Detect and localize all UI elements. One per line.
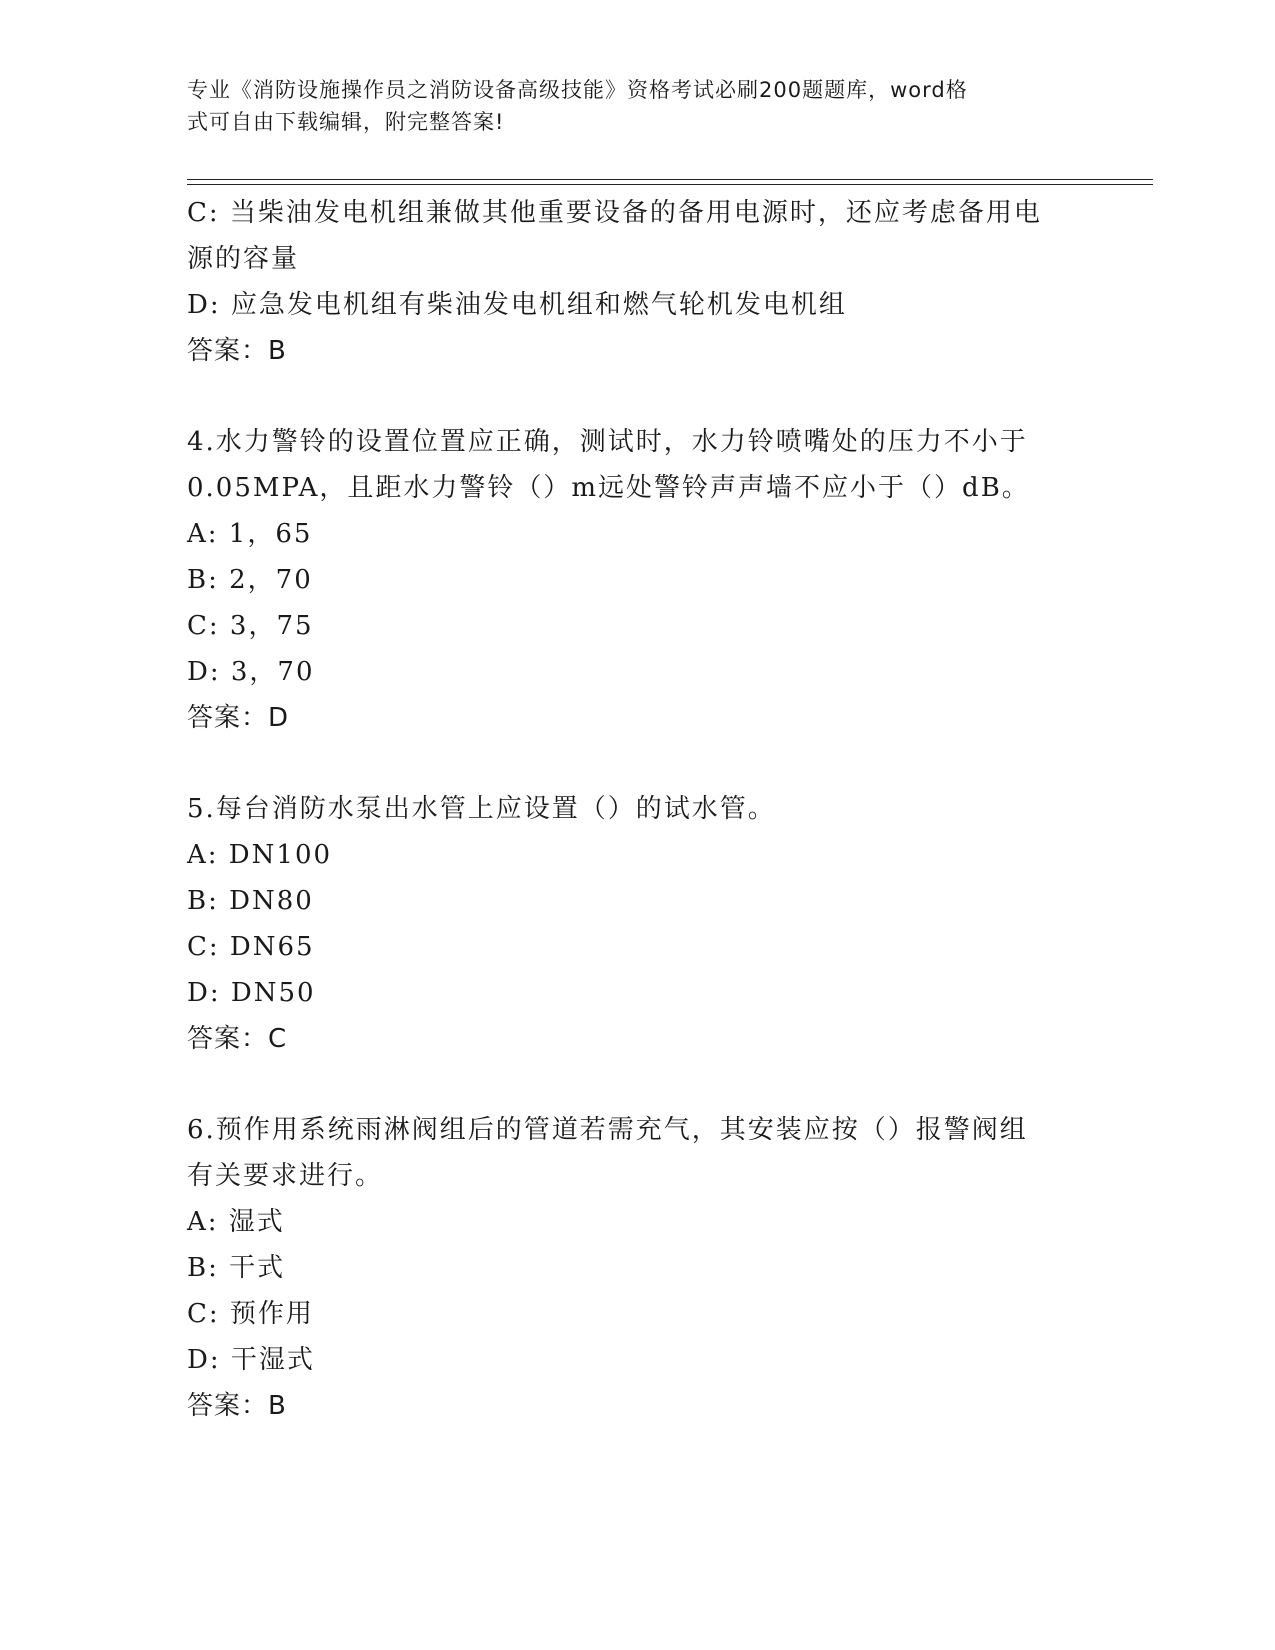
answer: 答案：B [187,336,287,366]
option-c: C: 当柴油发电机组兼做其他重要设备的备用电源时，还应考虑备用电 [187,198,1042,228]
question-stem-continued: 有关要求进行。 [187,1161,384,1191]
question-stem: 4.水力警铃的设置位置应正确，测试时，水力铃喷嘴处的压力不小于 [187,427,1028,457]
option-a: A: DN100 [187,840,333,870]
option-b: B: 干式 [187,1253,286,1283]
answer: 答案：D [187,703,290,733]
option-d: D: 干湿式 [187,1345,315,1375]
option-d: D: 应急发电机组有柴油发电机组和燃气轮机发电机组 [187,290,847,320]
header-divider-bottom [187,184,1153,185]
option-d: D: 3，70 [187,657,315,687]
option-c-continued: 源的容量 [187,244,300,274]
question-6 [187,1107,1087,1429]
option-b: B: DN80 [187,886,314,916]
header-divider-top [187,179,1153,180]
option-b: B: 2，70 [187,565,313,595]
prev-question-block [187,190,1087,374]
option-a: A: 1，65 [187,519,313,549]
question-stem: 6.预作用系统雨淋阀组后的管道若需充气，其安装应按（）报警阀组 [187,1115,1028,1145]
option-c: C: 预作用 [187,1299,314,1329]
option-d: D: DN50 [187,978,316,1008]
question-stem-continued: 0.05MPA，且距水力警铃（）m远处警铃声声墙不应小于（）dB。 [187,473,1030,503]
option-a: A: 湿式 [187,1207,285,1237]
document-header [187,74,1067,138]
header-line-1: 专业《消防设施操作员之消防设备高级技能》资格考试必刷200题题库，word格 [187,78,968,102]
question-stem: 5.每台消防水泵出水管上应设置（）的试水管。 [187,794,776,824]
question-5 [187,786,1087,1062]
answer: 答案：B [187,1391,287,1421]
header-line-2: 式可自由下载编辑，附完整答案! [187,110,505,134]
option-c: C: DN65 [187,932,315,962]
option-c: C: 3，75 [187,611,314,641]
answer: 答案：C [187,1024,288,1054]
question-content [187,190,1087,1429]
question-4 [187,419,1087,741]
